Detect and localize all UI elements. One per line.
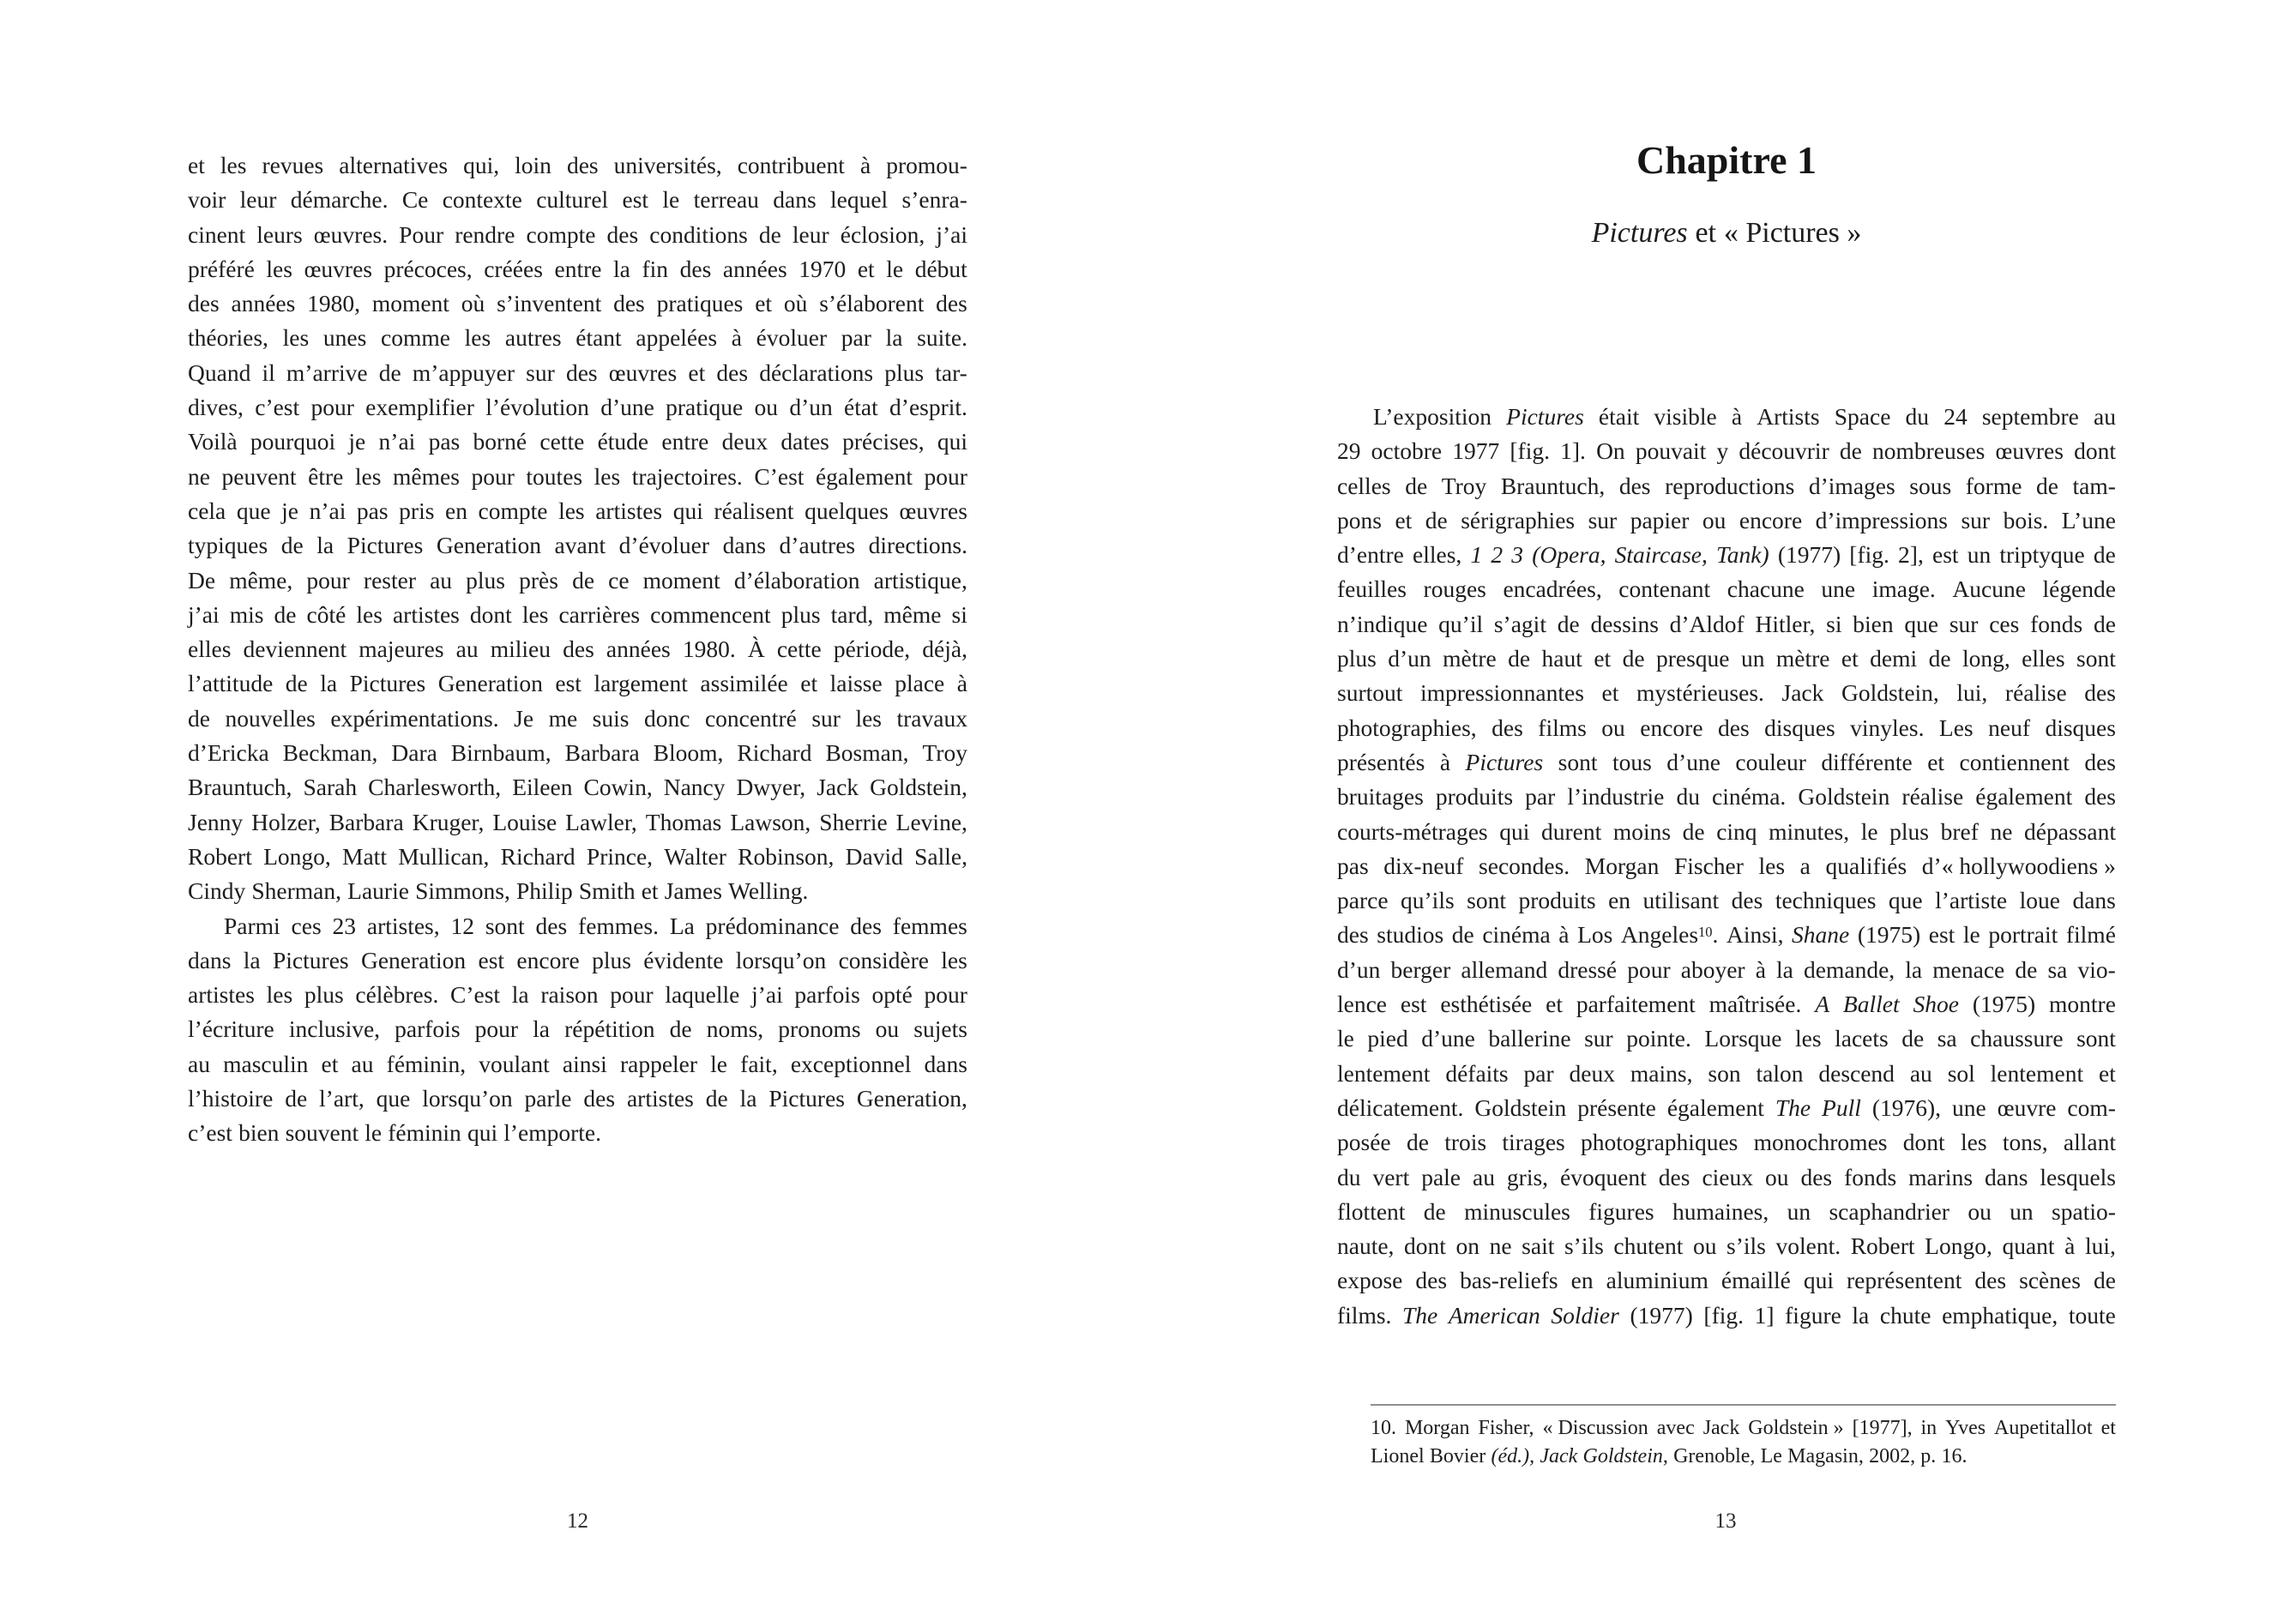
text-line: d’un berger allemand dressé pour aboyer à la demande, la menace de sa vio- — [1337, 955, 2116, 983]
text-line: Jenny Holzer, Barbara Kruger, Louise Lawler, Thomas Lawson, Sherrie Levine, — [188, 808, 967, 835]
text-line: lence est esthétisée et parfaitement maîtrisée. A Ballet Shoe (1975) montre — [1337, 991, 2116, 1018]
text-line: dans la Pictures Generation est encore plus évidente lorsqu’on considère les — [188, 946, 967, 973]
chapter-title: Chapitre 1 — [1636, 138, 1817, 182]
text-line: Parmi ces 23 artistes, 12 sont des femmes. La prédominance des femmes — [224, 912, 967, 939]
footnote — [1371, 1414, 2116, 1471]
text-line: Voilà pourquoi je n’ai pas borné cette étude entre deux dates précises, qui — [188, 428, 967, 455]
text-line: le pied d’une ballerine sur pointe. Lorsque les lacets de sa chaussure sont — [1337, 1025, 2116, 1052]
text-line: lentement défaits par deux mains, son talon descend au sol lentement et — [1337, 1059, 2116, 1087]
text-line: bruitages produits par l’industrie du cinéma. Goldstein réalise également des — [1337, 783, 2116, 810]
text-line: délicatement. Goldstein présente également The Pull (1976), une œuvre com- — [1337, 1094, 2116, 1121]
text-line: n’indique qu’il s’agit de dessins d’Aldof Hitler, si bien que sur ces fonds de — [1337, 610, 2116, 637]
text-line: Pictures et « Pictures » — [1591, 217, 1862, 249]
footnote-separator — [1371, 1404, 2116, 1406]
text-line: flottent de minuscules figures humaines, un scaphandrier ou un spatio- — [1337, 1197, 2116, 1225]
text-line: voir leur démarche. Ce contexte culturel est le terreau dans lequel s’enra- — [188, 186, 967, 214]
text-line: 10. Morgan Fisher, « Discussion avec Jack Goldstein » [1977], in Yves Aupetitallot et — [1371, 1417, 2116, 1439]
text-line: feuilles rouges encadrées, contenant chacune une image. Aucune légende — [1337, 575, 2116, 603]
page-number-right: 13 — [1714, 1510, 1737, 1533]
text-line: c’est bien souvent le féminin qui l’emporte. — [188, 1119, 602, 1147]
right-page-text-column — [1337, 400, 2116, 1333]
text-line: typiques de la Pictures Generation avant d’évoluer dans d’autres directions. — [188, 532, 967, 559]
text-line: Lionel Bovier (éd.), Jack Goldstein, Grenoble, Le Magasin, 2002, p. 16. — [1371, 1445, 1968, 1467]
text-line: L’exposition Pictures était visible à Artists Space du 24 septembre au — [1373, 403, 2116, 430]
text-line: cela que je n’ai pas pris en compte les artistes qui réalisent quelques œuvres — [188, 497, 967, 524]
text-line: naute, dont on ne sait s’ils chutent ou s’ils volent. Robert Longo, quant à lui, — [1337, 1232, 2116, 1260]
text-line: au masculin et au féminin, voulant ainsi rappeler le fait, exceptionnel dans — [188, 1050, 967, 1077]
text-line: l’attitude de la Pictures Generation est largement assimilée et laisse place à — [188, 670, 967, 697]
text-line: films. The American Soldier (1977) [fig. 1] figure la chute emphatique, toute — [1337, 1301, 2116, 1329]
text-line: posée de trois tirages photographiques monochromes dont les tons, allant — [1337, 1129, 2116, 1156]
page-right — [1148, 0, 2296, 1621]
text-line: l’écriture inclusive, parfois pour la répétition de noms, pronoms ou sujets — [188, 1015, 967, 1043]
text-line: photographies, des films ou encore des disques vinyles. Les neuf disques — [1337, 714, 2116, 741]
text-line: parce qu’ils sont produits en utilisant des techniques que l’artiste loue dans — [1337, 887, 2116, 914]
text-line: théories, les unes comme les autres étant appelées à évoluer par la suite. — [188, 324, 967, 352]
text-line: des années 1980, moment où s’inventent des pratiques et où s’élaborent des — [188, 290, 967, 317]
text-line: elles deviennent majeures au milieu des années 1980. À cette période, déjà, — [188, 636, 967, 663]
text-line: dives, c’est pour exemplifier l’évolution d’une pratique ou d’un état d’esprit. — [188, 394, 967, 421]
text-line: courts-métrages qui durent moins de cinq minutes, le plus bref ne dépassant — [1337, 817, 2116, 845]
text-line: ne peuvent être les mêmes pour toutes les trajectoires. C’est également pour — [188, 462, 967, 490]
text-line: plus d’un mètre de haut et de presque un mètre et demi de long, elles sont — [1337, 645, 2116, 672]
text-line: expose des bas-reliefs en aluminium émaillé qui représentent des scènes de — [1337, 1267, 2116, 1294]
text-line: pons et de sérigraphies sur papier ou encore d’impressions sur bois. L’une — [1337, 506, 2116, 533]
page-number-left: 12 — [567, 1510, 588, 1533]
text-line: artistes les plus célèbres. C’est la raison pour laquelle j’ai parfois opté pour — [188, 981, 967, 1009]
text-line: l’histoire de l’art, que lorsqu’on parle des artistes de la Pictures Generation, — [188, 1085, 967, 1112]
text-line: pas dix-neuf secondes. Morgan Fischer les a qualifiés d’« hollywoodiens » — [1337, 852, 2116, 879]
text-line: préféré les œuvres précoces, créées entre la fin des années 1970 et le début — [188, 255, 967, 282]
text-line: 29 octobre 1977 [fig. 1]. On pouvait y découvrir de nombreuses œuvres dont — [1337, 437, 2116, 465]
text-line: du vert pale au gris, évoquent des cieux ou des fonds marins dans lesquels — [1337, 1163, 2116, 1190]
text-line: celles de Troy Brauntuch, des reproductions d’images sous forme de tam- — [1337, 472, 2116, 499]
text-line: Quand il m’arrive de m’appuyer sur des œuvres et des déclarations plus tar- — [188, 359, 967, 386]
text-line: présentés à Pictures sont tous d’une couleur différente et contiennent des — [1337, 748, 2116, 775]
left-page-text-column — [188, 148, 967, 1151]
text-line: de nouvelles expérimentations. Je me suis donc concentré sur les travaux — [188, 704, 967, 732]
text-line: Robert Longo, Matt Mullican, Richard Prince, Walter Robinson, David Salle, — [188, 842, 967, 870]
text-line: surtout impressionnantes et mystérieuses. Jack Goldstein, lui, réalise des — [1337, 679, 2116, 707]
text-line: des studios de cinéma à Los Angeles$^{10}$. Ainsi, Shane (1975) est le portrait filmé — [1337, 921, 2116, 949]
text-line: Cindy Sherman, Laurie Simmons, Philip Smith et James Welling. — [188, 877, 809, 905]
chapter-subtitle — [1337, 213, 2116, 254]
text-line: De même, pour rester au plus près de ce moment d’élaboration artistique, — [188, 566, 967, 594]
text-line: d’Ericka Beckman, Dara Birnbaum, Barbara Bloom, Richard Bosman, Troy — [188, 739, 967, 767]
text-line: cinent leurs œuvres. Pour rendre compte des conditions de leur éclosion, j’ai — [188, 220, 967, 248]
text-line: d’entre elles, 1 2 3 (Opera, Staircase, Tank) (1977) [fig. 2], est un triptyque de — [1337, 541, 2116, 569]
text-line: j’ai mis de côté les artistes dont les carrières commencent plus tard, même si — [188, 600, 967, 628]
text-line: et les revues alternatives qui, loin des universités, contribuent à promou- — [188, 152, 967, 178]
text-line: Brauntuch, Sarah Charlesworth, Eileen Cowin, Nancy Dwyer, Jack Goldstein, — [188, 774, 967, 801]
